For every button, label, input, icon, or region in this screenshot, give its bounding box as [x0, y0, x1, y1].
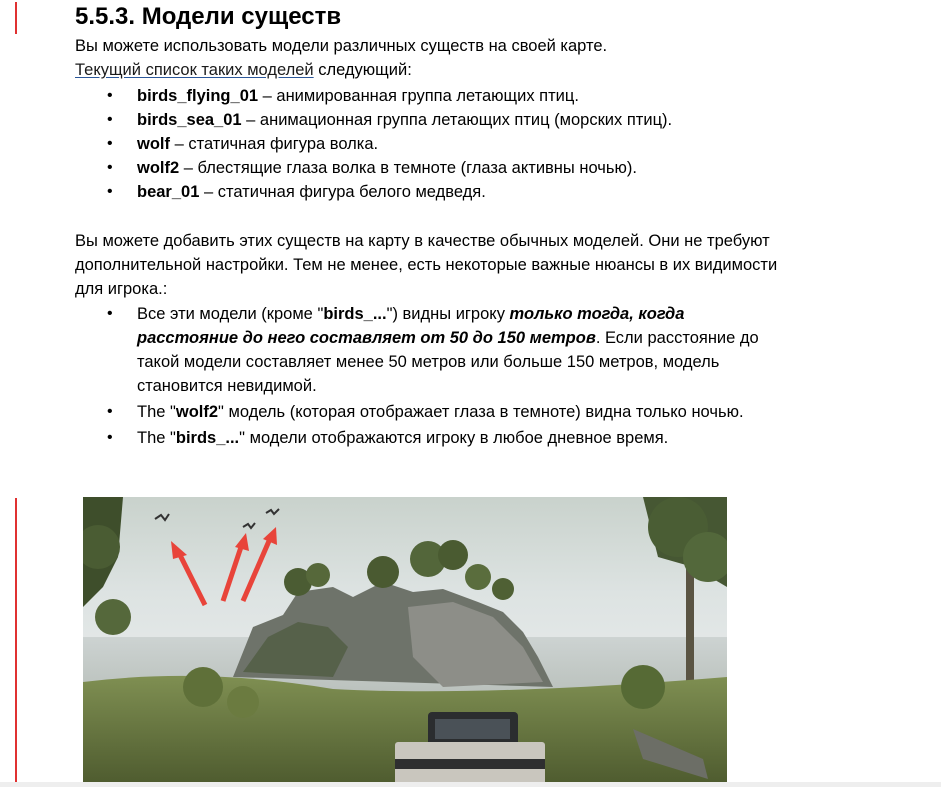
- list-intro-rest: следующий:: [313, 61, 412, 79]
- visibility-list: [75, 302, 765, 452]
- list-item: [75, 426, 765, 450]
- list-item: [75, 156, 672, 180]
- text-run: " модель (которая отображает глаза в темноте) видна только ночью.: [218, 403, 744, 421]
- list-item: [75, 180, 672, 204]
- models-list-link[interactable]: Текущий список таких моделей: [75, 61, 314, 79]
- models-list: [75, 84, 672, 204]
- list-item: [75, 108, 672, 132]
- model-name: birds_flying_01: [137, 87, 259, 105]
- text-run: Все эти модели (кроме ": [137, 305, 324, 323]
- list-item: [75, 302, 765, 398]
- list-intro-paragraph: [75, 58, 412, 82]
- text-bold: wolf2: [175, 403, 219, 421]
- model-desc: – анимационная группа летающих птиц (морских птиц).: [241, 111, 673, 129]
- visibility-paragraph: Вы можете добавить этих существ на карту в качестве обычных моделей. Они не требуют дополнительной настройки. Тем не менее, есть некоторые важные нюансы в их видимости для игрока.:: [75, 232, 778, 298]
- text-bold: birds_...: [175, 429, 240, 447]
- list-item: [75, 84, 672, 108]
- model-name: bear_01: [137, 183, 200, 201]
- text-run: The ": [137, 403, 176, 421]
- text-run: " модели отображаются игроку в любое дневное время.: [239, 429, 669, 447]
- model-name: wolf2: [137, 159, 180, 177]
- list-item: [75, 400, 765, 424]
- page-bottom-edge: [0, 782, 941, 787]
- text-bold: birds_...: [323, 305, 387, 323]
- text-run: ") видны игроку: [386, 305, 510, 323]
- game-screenshot: [83, 497, 727, 787]
- section-title: 5.5.3. Модели существ: [75, 3, 342, 30]
- game-scene-illustration: [83, 497, 727, 787]
- change-bar-bottom: [15, 498, 17, 787]
- model-desc: – анимированная группа летающих птиц.: [258, 87, 579, 105]
- model-desc: – статичная фигура волка.: [170, 135, 379, 153]
- text-run: . Если расстояние до такой модели составляет менее 50 метров или больше 150 метров, модель становится невидимой.: [137, 329, 759, 395]
- model-desc: – статичная фигура белого медведя.: [199, 183, 486, 201]
- model-desc: – блестящие глаза волка в темноте (глаза активны ночью).: [179, 159, 637, 177]
- model-name: wolf: [137, 135, 170, 153]
- text-run: The ": [137, 429, 176, 447]
- text-emphasis: только тогда, когда расстояние до него составляет от 50 до 150 метров: [137, 305, 685, 347]
- list-item: [75, 132, 672, 156]
- change-bar-top: [15, 2, 17, 34]
- intro-paragraph: Вы можете использовать модели различных существ на своей карте.: [75, 37, 608, 55]
- model-name: birds_sea_01: [137, 111, 242, 129]
